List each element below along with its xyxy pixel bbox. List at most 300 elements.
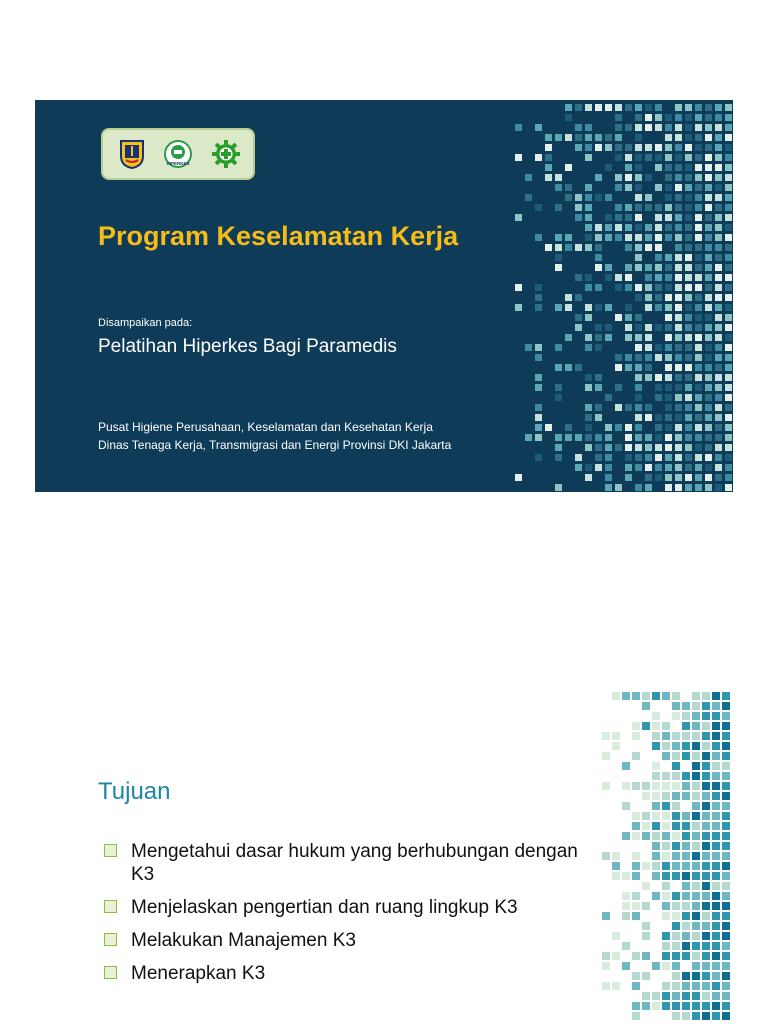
mosaic-tile	[595, 244, 602, 251]
mosaic-tile	[722, 892, 730, 900]
mosaic-tile	[622, 892, 630, 900]
mosaic-tile	[545, 144, 552, 151]
mosaic-tile	[715, 234, 722, 241]
mosaic-tile	[515, 304, 522, 311]
mosaic-tile	[635, 344, 642, 351]
mosaic-tile	[692, 982, 700, 990]
mosaic-tile	[575, 204, 582, 211]
mosaic-tile	[655, 434, 662, 441]
mosaic-tile	[675, 464, 682, 471]
mosaic-tile	[712, 802, 720, 810]
mosaic-tile	[665, 354, 672, 361]
mosaic-tile	[702, 822, 710, 830]
mosaic-tile	[722, 692, 730, 700]
mosaic-tile	[695, 424, 702, 431]
mosaic-tile	[722, 932, 730, 940]
mosaic-tile	[635, 264, 642, 271]
mosaic-tile	[545, 244, 552, 251]
mosaic-tile	[645, 294, 652, 301]
mosaic-tile	[725, 404, 732, 411]
mosaic-tile	[715, 474, 722, 481]
mosaic-tile	[675, 264, 682, 271]
mosaic-tile	[652, 832, 660, 840]
mosaic-tile	[712, 782, 720, 790]
mosaic-tile	[635, 374, 642, 381]
mosaic-tile	[625, 444, 632, 451]
mosaic-tile	[595, 334, 602, 341]
mosaic-tile	[722, 862, 730, 870]
mosaic-tile	[605, 334, 612, 341]
mosaic-tile	[692, 892, 700, 900]
mosaic-tile	[515, 284, 522, 291]
mosaic-tile	[555, 264, 562, 271]
mosaic-tile	[635, 214, 642, 221]
mosaic-tile	[685, 234, 692, 241]
mosaic-tile	[675, 194, 682, 201]
mosaic-tile	[685, 104, 692, 111]
mosaic-tile	[585, 334, 592, 341]
mosaic-tile	[685, 354, 692, 361]
mosaic-tile	[632, 1012, 640, 1020]
mosaic-tile	[705, 464, 712, 471]
mosaic-tile	[615, 364, 622, 371]
mosaic-tile	[672, 1012, 680, 1020]
mosaic-tile	[645, 194, 652, 201]
mosaic-tile	[682, 882, 690, 890]
mosaic-tile	[702, 972, 710, 980]
mosaic-tile	[695, 344, 702, 351]
mosaic-tile	[695, 144, 702, 151]
mosaic-tile	[575, 314, 582, 321]
mosaic-tile	[692, 732, 700, 740]
mosaic-tile	[725, 344, 732, 351]
mosaic-tile	[695, 104, 702, 111]
mosaic-tile	[595, 304, 602, 311]
mosaic-tile	[665, 234, 672, 241]
mosaic-tile	[565, 194, 572, 201]
mosaic-tile	[652, 742, 660, 750]
mosaic-tile	[605, 434, 612, 441]
mosaic-tile	[645, 114, 652, 121]
mosaic-tile	[682, 842, 690, 850]
mosaic-tile	[645, 474, 652, 481]
mosaic-tile	[585, 404, 592, 411]
mosaic-tile	[705, 404, 712, 411]
mosaic-tile	[642, 822, 650, 830]
mosaic-tile	[715, 374, 722, 381]
mosaic-tile	[685, 404, 692, 411]
mosaic-tile	[675, 274, 682, 281]
mosaic-tile	[662, 832, 670, 840]
mosaic-tile	[645, 204, 652, 211]
mosaic-tile	[635, 334, 642, 341]
mosaic-tile	[665, 294, 672, 301]
mosaic-tile	[675, 374, 682, 381]
mosaic-tile	[692, 742, 700, 750]
mosaic-tile	[585, 104, 592, 111]
mosaic-tile	[695, 114, 702, 121]
mosaic-tile	[705, 434, 712, 441]
mosaic-tile	[632, 902, 640, 910]
mosaic-tile	[685, 464, 692, 471]
mosaic-tile	[645, 304, 652, 311]
mosaic-tile	[672, 732, 680, 740]
mosaic-tile	[665, 144, 672, 151]
mosaic-tile	[715, 154, 722, 161]
mosaic-tile	[692, 902, 700, 910]
mosaic-tile	[632, 982, 640, 990]
mosaic-tile	[725, 394, 732, 401]
mosaic-tile	[622, 902, 630, 910]
mosaic-tile	[652, 792, 660, 800]
mosaic-tile	[585, 344, 592, 351]
mosaic-tile	[702, 1012, 710, 1020]
mosaic-tile	[725, 294, 732, 301]
mosaic-tile	[565, 244, 572, 251]
mosaic-tile	[515, 474, 522, 481]
mosaic-tile	[675, 144, 682, 151]
mosaic-tile	[702, 852, 710, 860]
mosaic-tile	[695, 354, 702, 361]
mosaic-tile	[725, 304, 732, 311]
mosaic-tile	[645, 234, 652, 241]
mosaic-tile	[685, 224, 692, 231]
mosaic-tile	[695, 364, 702, 371]
mosaic-tile	[712, 962, 720, 970]
mosaic-tile	[615, 154, 622, 161]
mosaic-tile	[672, 942, 680, 950]
mosaic-tile	[625, 274, 632, 281]
mosaic-tile	[685, 454, 692, 461]
mosaic-tile	[575, 274, 582, 281]
mosaic-tile	[715, 164, 722, 171]
mosaic-tile	[715, 444, 722, 451]
mosaic-tile	[665, 164, 672, 171]
mosaic-tile	[705, 214, 712, 221]
mosaic-tile	[595, 324, 602, 331]
mosaic-tile	[722, 972, 730, 980]
mosaic-tile	[672, 702, 680, 710]
mosaic-tile	[662, 992, 670, 1000]
mosaic-tile	[705, 314, 712, 321]
mosaic-tile	[675, 364, 682, 371]
mosaic-tile	[722, 982, 730, 990]
mosaic-tile	[605, 394, 612, 401]
mosaic-tile	[612, 982, 620, 990]
mosaic-tile	[655, 214, 662, 221]
mosaic-tile	[685, 134, 692, 141]
mosaic-tile	[665, 414, 672, 421]
mosaic-tile	[695, 434, 702, 441]
mosaic-tile	[715, 414, 722, 421]
mosaic-tile	[575, 434, 582, 441]
pixel-mosaic-decoration	[600, 690, 732, 1024]
mosaic-tile	[695, 154, 702, 161]
mosaic-tile	[585, 134, 592, 141]
mosaic-tile	[625, 224, 632, 231]
mosaic-tile	[695, 134, 702, 141]
mosaic-tile	[695, 394, 702, 401]
mosaic-tile	[585, 284, 592, 291]
mosaic-tile	[725, 454, 732, 461]
mosaic-tile	[685, 284, 692, 291]
mosaic-tile	[702, 932, 710, 940]
mosaic-tile	[645, 364, 652, 371]
mosaic-tile	[712, 982, 720, 990]
mosaic-tile	[625, 264, 632, 271]
mosaic-tile	[515, 214, 522, 221]
mosaic-tile	[725, 184, 732, 191]
mosaic-tile	[702, 792, 710, 800]
mosaic-tile	[685, 144, 692, 151]
mosaic-tile	[695, 374, 702, 381]
mosaic-tile	[672, 982, 680, 990]
mosaic-tile	[652, 962, 660, 970]
mosaic-tile	[695, 324, 702, 331]
mosaic-tile	[692, 792, 700, 800]
mosaic-tile	[665, 374, 672, 381]
mosaic-tile	[595, 224, 602, 231]
mosaic-tile	[652, 1002, 660, 1010]
logo-panel	[101, 128, 255, 180]
mosaic-tile	[645, 284, 652, 291]
mosaic-tile	[645, 144, 652, 151]
mosaic-tile	[675, 304, 682, 311]
mosaic-tile	[662, 822, 670, 830]
hiperkes-logo-icon	[163, 139, 193, 169]
organization-name: Pusat Higiene Perusahaan, Keselamatan dan Kesehatan Kerja	[98, 420, 433, 434]
mosaic-tile	[725, 314, 732, 321]
checkbox-bullet-icon	[104, 900, 117, 913]
mosaic-tile	[625, 314, 632, 321]
mosaic-tile	[545, 164, 552, 171]
mosaic-tile	[675, 134, 682, 141]
mosaic-tile	[695, 404, 702, 411]
mosaic-tile	[692, 842, 700, 850]
mosaic-tile	[615, 134, 622, 141]
mosaic-tile	[712, 832, 720, 840]
mosaic-tile	[705, 394, 712, 401]
mosaic-tile	[682, 732, 690, 740]
mosaic-tile	[722, 822, 730, 830]
mosaic-tile	[702, 692, 710, 700]
mosaic-tile	[692, 762, 700, 770]
mosaic-tile	[612, 932, 620, 940]
mosaic-tile	[575, 134, 582, 141]
mosaic-tile	[585, 304, 592, 311]
mosaic-tile	[705, 344, 712, 351]
mosaic-tile	[712, 692, 720, 700]
mosaic-tile	[682, 1012, 690, 1020]
mosaic-tile	[565, 304, 572, 311]
mosaic-tile	[725, 134, 732, 141]
mosaic-tile	[692, 822, 700, 830]
mosaic-tile	[675, 284, 682, 291]
mosaic-tile	[722, 872, 730, 880]
mosaic-tile	[605, 464, 612, 471]
mosaic-tile	[695, 244, 702, 251]
mosaic-tile	[655, 294, 662, 301]
mosaic-tile	[725, 244, 732, 251]
mosaic-tile	[555, 244, 562, 251]
mosaic-tile	[702, 752, 710, 760]
mosaic-tile	[525, 344, 532, 351]
mosaic-tile	[605, 274, 612, 281]
mosaic-tile	[625, 164, 632, 171]
mosaic-tile	[672, 832, 680, 840]
mosaic-tile	[692, 752, 700, 760]
mosaic-tile	[715, 224, 722, 231]
checkbox-bullet-icon	[104, 933, 117, 946]
mosaic-tile	[662, 742, 670, 750]
mosaic-tile	[722, 1012, 730, 1020]
mosaic-tile	[692, 832, 700, 840]
mosaic-tile	[645, 104, 652, 111]
mosaic-tile	[612, 732, 620, 740]
mosaic-tile	[675, 234, 682, 241]
mosaic-tile	[652, 822, 660, 830]
mosaic-tile	[632, 952, 640, 960]
mosaic-tile	[575, 364, 582, 371]
mosaic-tile	[585, 244, 592, 251]
mosaic-tile	[555, 434, 562, 441]
mosaic-tile	[692, 802, 700, 810]
mosaic-tile	[602, 782, 610, 790]
mosaic-tile	[712, 922, 720, 930]
mosaic-tile	[605, 164, 612, 171]
mosaic-tile	[722, 962, 730, 970]
mosaic-tile	[722, 832, 730, 840]
mosaic-tile	[692, 962, 700, 970]
mosaic-tile	[632, 972, 640, 980]
mosaic-tile	[515, 154, 522, 161]
mosaic-tile	[665, 204, 672, 211]
mosaic-tile	[685, 294, 692, 301]
mosaic-tile	[632, 732, 640, 740]
mosaic-tile	[722, 1002, 730, 1010]
mosaic-tile	[645, 154, 652, 161]
mosaic-tile	[725, 414, 732, 421]
mosaic-tile	[695, 264, 702, 271]
mosaic-tile	[725, 144, 732, 151]
mosaic-tile	[652, 712, 660, 720]
mosaic-tile	[665, 404, 672, 411]
mosaic-tile	[662, 732, 670, 740]
mosaic-tile	[632, 692, 640, 700]
mosaic-tile	[715, 204, 722, 211]
mosaic-tile	[605, 444, 612, 451]
mosaic-tile	[715, 304, 722, 311]
mosaic-tile	[555, 454, 562, 461]
mosaic-tile	[712, 942, 720, 950]
mosaic-tile	[625, 364, 632, 371]
mosaic-tile	[685, 334, 692, 341]
mosaic-tile	[625, 214, 632, 221]
mosaic-tile	[662, 752, 670, 760]
mosaic-tile	[705, 444, 712, 451]
mosaic-tile	[615, 354, 622, 361]
mosaic-tile	[715, 314, 722, 321]
mosaic-tile	[675, 444, 682, 451]
mosaic-tile	[665, 174, 672, 181]
mosaic-tile	[535, 454, 542, 461]
mosaic-tile	[685, 154, 692, 161]
mosaic-tile	[662, 982, 670, 990]
mosaic-tile	[625, 424, 632, 431]
mosaic-tile	[595, 254, 602, 261]
mosaic-tile	[665, 154, 672, 161]
mosaic-tile	[555, 444, 562, 451]
mosaic-tile	[682, 942, 690, 950]
mosaic-tile	[615, 444, 622, 451]
mosaic-tile	[692, 722, 700, 730]
mosaic-tile	[632, 862, 640, 870]
mosaic-tile	[652, 732, 660, 740]
mosaic-tile	[662, 962, 670, 970]
mosaic-tile	[665, 484, 672, 491]
mosaic-tile	[722, 752, 730, 760]
mosaic-tile	[702, 742, 710, 750]
mosaic-tile	[672, 842, 680, 850]
mosaic-tile	[595, 104, 602, 111]
mosaic-tile	[615, 224, 622, 231]
mosaic-tile	[725, 264, 732, 271]
mosaic-tile	[585, 434, 592, 441]
mosaic-tile	[702, 842, 710, 850]
mosaic-tile	[682, 972, 690, 980]
mosaic-tile	[652, 802, 660, 810]
mosaic-tile	[665, 304, 672, 311]
mosaic-tile	[635, 234, 642, 241]
mosaic-tile	[655, 394, 662, 401]
mosaic-tile	[635, 254, 642, 261]
mosaic-tile	[565, 114, 572, 121]
mosaic-tile	[575, 124, 582, 131]
mosaic-tile	[682, 822, 690, 830]
mosaic-tile	[665, 114, 672, 121]
mosaic-tile	[585, 194, 592, 201]
mosaic-tile	[632, 722, 640, 730]
mosaic-tile	[635, 444, 642, 451]
mosaic-tile	[712, 1002, 720, 1010]
mosaic-tile	[615, 404, 622, 411]
mosaic-tile	[645, 124, 652, 131]
mosaic-tile	[675, 114, 682, 121]
mosaic-tile	[712, 732, 720, 740]
mosaic-tile	[605, 144, 612, 151]
mosaic-tile	[685, 424, 692, 431]
mosaic-tile	[692, 812, 700, 820]
mosaic-tile	[695, 194, 702, 201]
mosaic-tile	[682, 912, 690, 920]
mosaic-tile	[655, 454, 662, 461]
mosaic-tile	[635, 484, 642, 491]
mosaic-tile	[645, 434, 652, 441]
mosaic-tile	[642, 882, 650, 890]
mosaic-tile	[685, 344, 692, 351]
mosaic-tile	[715, 484, 722, 491]
mosaic-tile	[685, 414, 692, 421]
mosaic-tile	[722, 912, 730, 920]
mosaic-tile	[665, 284, 672, 291]
mosaic-tile	[672, 752, 680, 760]
mosaic-tile	[652, 872, 660, 880]
mosaic-tile	[615, 384, 622, 391]
mosaic-tile	[635, 144, 642, 151]
mosaic-tile	[622, 942, 630, 950]
mosaic-tile	[722, 772, 730, 780]
mosaic-tile	[665, 394, 672, 401]
